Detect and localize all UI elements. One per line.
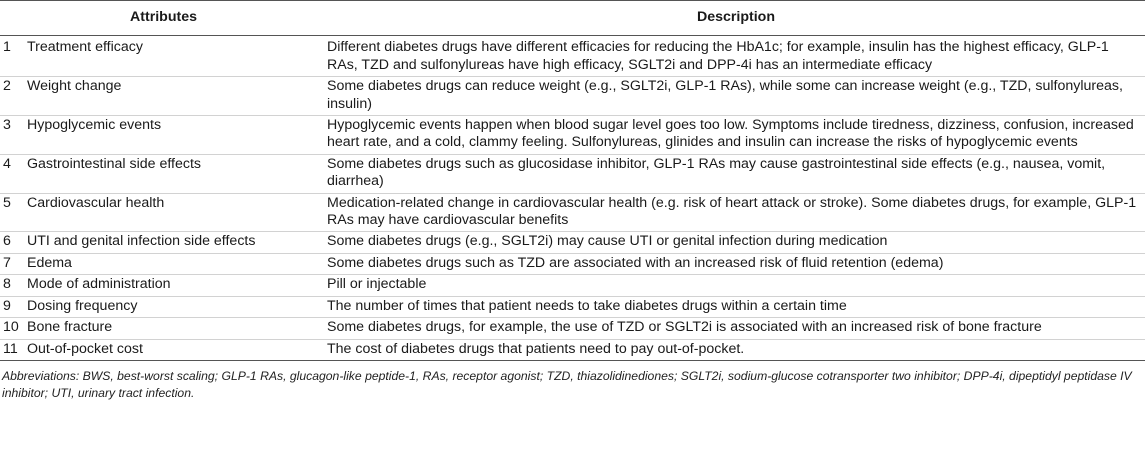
table-row — [0, 116, 1145, 155]
row-attribute: Out-of-pocket cost — [27, 339, 327, 360]
row-attribute: Treatment efficacy — [27, 36, 327, 77]
table-row — [0, 339, 1145, 360]
row-description: Some diabetes drugs, for example, the use of TZD or SGLT2i is associated with an increased risk of bone fracture — [327, 318, 1145, 339]
row-description: Medication-related change in cardiovascular health (e.g. risk of heart attack or stroke). Some diabetes drugs, for example, GLP-1 RAs may have cardiovascular benefits — [327, 193, 1145, 232]
row-attribute: Cardiovascular health — [27, 193, 327, 232]
row-description: The cost of diabetes drugs that patients need to pay out-of-pocket. — [327, 339, 1145, 360]
row-attribute: Edema — [27, 253, 327, 274]
row-attribute: UTI and genital infection side effects — [27, 232, 327, 253]
table-body — [0, 36, 1145, 361]
row-attribute: Gastrointestinal side effects — [27, 154, 327, 193]
table-row — [0, 318, 1145, 339]
row-number: 5 — [0, 193, 27, 232]
row-description: Hypoglycemic events happen when blood sugar level goes too low. Symptoms include tiredness, dizziness, confusion, increased heart rate, and a cold, clammy feeling. Sulfonylureas, glinides and insulin can increase the risks of hypoglycemic events — [327, 116, 1145, 155]
row-number: 4 — [0, 154, 27, 193]
row-attribute: Mode of administration — [27, 275, 327, 296]
row-description: The number of times that patient needs to take diabetes drugs within a certain time — [327, 296, 1145, 317]
row-number: 10 — [0, 318, 27, 339]
table-header — [0, 1, 1145, 36]
table-row — [0, 154, 1145, 193]
row-description: Different diabetes drugs have different efficacies for reducing the HbA1c; for example, insulin has the highest efficacy, GLP-1 RAs, TZD and sulfonylureas have high efficacy, SGLT2i and DPP-4i has an intermediate efficacy — [327, 36, 1145, 77]
row-description: Pill or injectable — [327, 275, 1145, 296]
row-description: Some diabetes drugs such as TZD are associated with an increased risk of fluid retention (edema) — [327, 253, 1145, 274]
table-row — [0, 232, 1145, 253]
table-row — [0, 275, 1145, 296]
row-number: 3 — [0, 116, 27, 155]
header-attributes: Attributes — [0, 1, 327, 36]
row-description: Some diabetes drugs can reduce weight (e.g., SGLT2i, GLP-1 RAs), while some can increase weight (e.g., TZD, sulfonylureas, insulin) — [327, 77, 1145, 116]
header-row — [0, 1, 1145, 36]
row-number: 7 — [0, 253, 27, 274]
row-description: Some diabetes drugs such as glucosidase inhibitor, GLP-1 RAs may cause gastrointestinal side effects (e.g., nausea, vomit, diarrhea) — [327, 154, 1145, 193]
abbreviations-footnote: Abbreviations: BWS, best-worst scaling; GLP-1 RAs, glucagon-like peptide-1, RAs, receptor agonist; TZD, thiazolidinediones; SGLT2i, sodium-glucose cotransporter two inhibitor; DPP-4i, dipeptidyl peptidase IV inhibitor; UTI, urinary tract infection. — [2, 368, 1132, 401]
row-number: 8 — [0, 275, 27, 296]
row-number: 9 — [0, 296, 27, 317]
table-row — [0, 36, 1145, 77]
row-number: 11 — [0, 339, 27, 360]
table-row — [0, 296, 1145, 317]
row-number: 6 — [0, 232, 27, 253]
table-row — [0, 193, 1145, 232]
table-row — [0, 253, 1145, 274]
row-number: 2 — [0, 77, 27, 116]
row-attribute: Weight change — [27, 77, 327, 116]
table-row — [0, 77, 1145, 116]
header-description: Description — [327, 1, 1145, 36]
row-number: 1 — [0, 36, 27, 77]
row-attribute: Hypoglycemic events — [27, 116, 327, 155]
row-description: Some diabetes drugs (e.g., SGLT2i) may cause UTI or genital infection during medication — [327, 232, 1145, 253]
row-attribute: Bone fracture — [27, 318, 327, 339]
row-attribute: Dosing frequency — [27, 296, 327, 317]
